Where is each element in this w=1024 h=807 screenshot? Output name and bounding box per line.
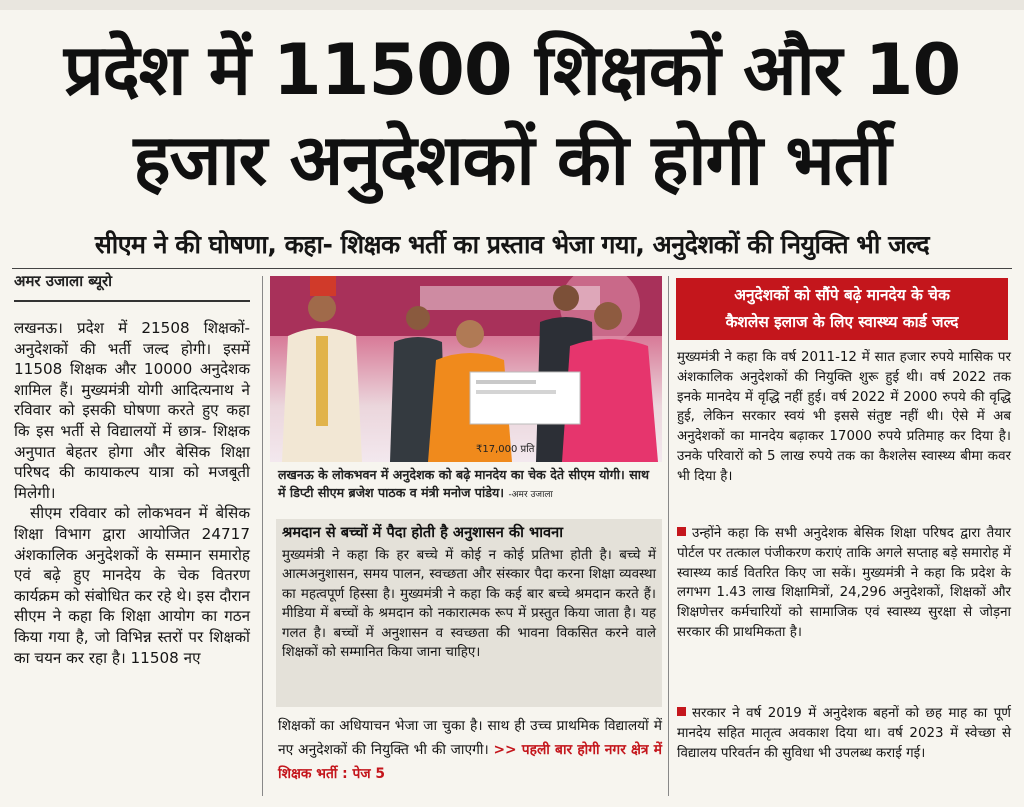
- sidebar-para-1: मुख्यमंत्री ने कहा कि वर्ष 2011-12 में सात हजार रुपये मासिक पर अंशकालिक अनुदेशकों की नियुक्ति शुरू हुई थी। वर्ष 2022 तक इनके मानदेय में वृद्धि नहीं हुई। वर्ष 2022 में 2000 रुपये की वृद्धि हुई, लेकिन सरकार स्वयं भी इससे संतुष्ट नहीं थी। ऐसे में अब अनुदेशकों का मानदेय बढ़ाकर 17000 रुपये प्रतिमाह कर दिया है। उनके परिवारों को 5 लाख रुपये तक का कैशलेस स्वास्थ्य बीमा कवर भी दिया है।: [677, 350, 1011, 484]
- article-column-2-bottom: [278, 714, 662, 786]
- divider-under-subhead: [12, 268, 1012, 269]
- photo-caption: [278, 466, 658, 504]
- photo-credit: -अमर उजाला: [508, 490, 553, 500]
- article-para-1: लखनऊ। प्रदेश में 21508 शिक्षकों- अनुदेशकों की भर्ती जल्द होगी। इसमें 11508 शिक्षक और 10000 अनुदेशक शामिल हैं। मुख्यमंत्री योगी आदित्यनाथ ने रविवार को इसकी घोषणा करते हुए कहा कि इस भर्ती से विद्यालयों में छात्र- शिक्षक अनुपात बेहतर होगा और बेसिक शिक्षा परिषद की कायाकल्प यात्रा को मजबूती मिलेगी।: [14, 319, 250, 502]
- sidebar-bullet-1: [677, 524, 1011, 643]
- column-divider-1: [262, 276, 263, 796]
- sidebar-title-2: कैशलेस इलाज के लिए स्वास्थ्य कार्ड जल्द: [725, 313, 959, 331]
- box-text: मुख्यमंत्री ने कहा कि हर बच्चे में कोई न कोई प्रतिभा होती है। बच्चे में आत्मअनुशासन, समय पालन, स्वच्छता और संस्कार पैदा करना शिक्षा व्यवस्था का महत्वपूर्ण हिस्सा है। मुख्यमंत्री ने कहा कि कई बार बच्चे श्रमदान करते हैं। मीडिया में बच्चों के श्रमदान को नकारात्मक रूप में प्रस्तुत किया जाता है। यह गलत है। बच्चों में अनुशासन व स्वच्छता की भावना विकसित करने वाले शिक्षकों को सम्मानित किया जाना चाहिए।: [282, 548, 656, 661]
- box-title: श्रमदान से बच्चों में पैदा होती है अनुशासन की भावना: [282, 524, 564, 541]
- sidebar-bullet-2: [677, 704, 1011, 763]
- subheadline: सीएम ने की घोषणा, कहा- शिक्षक भर्ती का प्रस्ताव भेजा गया, अनुदेशकों की नियुक्ति भी जल्द: [94, 230, 930, 259]
- column-divider-2: [668, 276, 669, 796]
- caption-text: लखनऊ के लोकभवन में अनुदेशक को बढ़े मानदेय का चेक देते सीएम योगी। साथ में डिप्टी सीएम ब्रजेश पाठक व मंत्री मनोज पांडेय।: [278, 467, 650, 500]
- sidebar-title-box: [676, 278, 1008, 340]
- cheque-amount: ₹17,000 प्रति: [476, 444, 535, 455]
- column-2-text: शिक्षकों का अधियाचन भेजा जा चुका है। साथ ही उच्च प्राथमिक विद्यालयों में नए अनुदेशकों की नियुक्ति भी की जाएगी।: [278, 718, 662, 758]
- bullet-square-icon: [677, 527, 686, 536]
- sidebar-title-1: अनुदेशकों को सौंपे बढ़े मानदेय के चेक: [734, 286, 950, 304]
- article-para-2: सीएम रविवार को लोकभवन में बेसिक शिक्षा विभाग द्वारा आयोजित 24717 अंशकालिक अनुदेशकों के सम्मान समारोह एवं बढ़े हुए मानदेय के चेक वितरण कार्यक्रम को संबोधित कर रहे थे। इस दौरान सीएम ने कहा कि शिक्षा आयोग का गठन किया गया है, जो विभिन्न स्तरों पर शिक्षकों का चयन कर रहा है। 11508 नए: [14, 504, 250, 667]
- photo-illustration: [270, 276, 662, 462]
- bullet-2-text: सरकार ने वर्ष 2019 में अनुदेशक बहनों को छह माह का पूर्ण मानदेय सहित मातृत्व अवकाश दिया था। वर्ष 2023 में स्वेच्छा से विद्यालय परिवर्तन की सुविधा भी उपलब्ध कराई गई।: [677, 706, 1011, 761]
- headline-line-2: हजार अनुदेशकों की होगी भर्ती: [133, 119, 891, 201]
- byline: अमर उजाला ब्यूरो: [14, 272, 113, 290]
- bullet-1-text: उन्होंने कहा कि सभी अनुदेशक बेसिक शिक्षा परिषद द्वारा तैयार पोर्टल पर तत्काल पंजीकरण कराएं ताकि अगले सप्ताह बड़े समारोह में स्वास्थ्य कार्ड वितरित किए जा सकें। मुख्यमंत्री ने कहा कि प्रदेश के लगभग 1.43 लाख शिक्षामित्रों, 24,296 अनुदेशकों, शिक्षकों और शिक्षणेत्तर कर्मचारियों को सामाजिक एवं स्वास्थ्य सुरक्षा से जोड़ना सरकार की प्राथमिकता है।: [677, 526, 1011, 640]
- headline-line-1: प्रदेश में 11500 शिक्षकों और 10: [63, 29, 961, 111]
- article-column-1: [14, 318, 250, 668]
- byline-rule: [14, 300, 250, 302]
- bullet-square-icon: [677, 707, 686, 716]
- top-edge-strip: [0, 0, 1024, 10]
- page-reference: >> पहली बार होगी नगर क्षेत्र में शिक्षक भर्ती : पेज 5: [278, 742, 662, 782]
- news-photo: [270, 276, 662, 462]
